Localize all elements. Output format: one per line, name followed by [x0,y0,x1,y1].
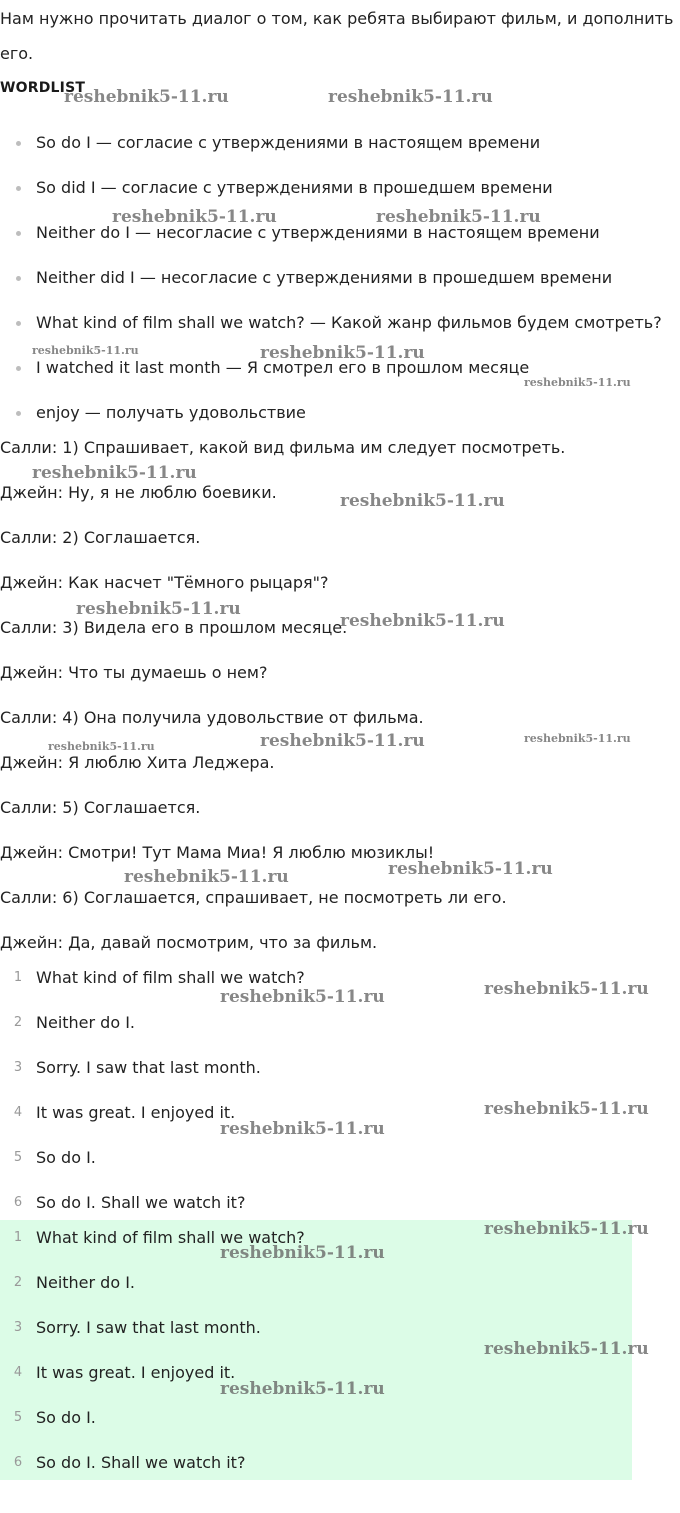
dialogue-line: Джейн: Смотри! Тут Мама Миа! Я люблю мюзиклы! [0,843,435,862]
watermark: reshebnik5-11.ru [124,867,289,887]
answer-number: 1 [13,970,23,985]
intro-line-2: его. [0,44,34,63]
dialogue-line: Салли: 4) Она получила удовольствие от фильма. [0,708,424,727]
watermark: reshebnik5-11.ru [524,376,631,389]
answer-text: So do I. [36,1148,96,1167]
dialogue-line: Салли: 5) Соглашается. [0,798,201,817]
answer-number: 5 [13,1150,23,1165]
watermark: reshebnik5-11.ru [64,87,229,107]
dialogue-line: Джейн: Как насчет "Тёмного рыцаря"? [0,573,329,592]
watermark: reshebnik5-11.ru [484,1099,649,1119]
answer-number: 6 [13,1455,23,1470]
answer-number: 5 [13,1410,23,1425]
bullet-icon [16,276,21,281]
answer-text: So do I. Shall we watch it? [36,1193,246,1212]
list-item-text: Neither did I — несогласие с утверждениями в прошедшем времени [36,268,613,287]
watermark: reshebnik5-11.ru [112,207,277,227]
bullet-icon [16,186,21,191]
answer-number: 2 [13,1015,23,1030]
answer-number: 1 [13,1230,23,1245]
watermark: reshebnik5-11.ru [484,1219,649,1239]
answer-number: 2 [13,1275,23,1290]
answer-text: It was great. I enjoyed it. [36,1363,236,1382]
answer-number: 4 [13,1365,23,1380]
dialogue-line: Джейн: Ну, я не люблю боевики. [0,483,277,502]
dialogue-line: Салли: 6) Соглашается, спрашивает, не посмотреть ли его. [0,888,507,907]
answer-text: It was great. I enjoyed it. [36,1103,236,1122]
watermark: reshebnik5-11.ru [76,599,241,619]
dialogue-line: Салли: 1) Спрашивает, какой вид фильма им следует посмотреть. [0,438,566,457]
watermark: reshebnik5-11.ru [220,1119,385,1139]
watermark: reshebnik5-11.ru [524,732,631,745]
answer-number: 4 [13,1105,23,1120]
list-item-text: enjoy — получать удовольствие [36,403,306,422]
answer-text: So do I. [36,1408,96,1427]
bullet-icon [16,411,21,416]
dialogue-line: Салли: 3) Видела его в прошлом месяце. [0,618,348,637]
watermark: reshebnik5-11.ru [220,1379,385,1399]
list-item-text: So do I — согласие с утверждениями в настоящем времени [36,133,541,152]
answer-number: 3 [13,1320,23,1335]
answer-text: So do I. Shall we watch it? [36,1453,246,1472]
watermark: reshebnik5-11.ru [388,859,553,879]
answer-number: 6 [13,1195,23,1210]
watermark: reshebnik5-11.ru [328,87,493,107]
watermark: reshebnik5-11.ru [48,740,155,753]
answer-text: Neither do I. [36,1273,136,1292]
list-item-text: Neither do I — несогласие с утверждениями в настоящем времени [36,223,600,242]
bullet-icon [16,231,21,236]
answer-number: 3 [13,1060,23,1075]
wordlist-heading: WORDLIST [0,80,86,96]
watermark: reshebnik5-11.ru [484,979,649,999]
dialogue-line: Джейн: Я люблю Хита Леджера. [0,753,275,772]
watermark: reshebnik5-11.ru [220,1243,385,1263]
answer-text: Sorry. I saw that last month. [36,1058,261,1077]
watermark: reshebnik5-11.ru [32,463,197,483]
watermark: reshebnik5-11.ru [340,611,505,631]
watermark: reshebnik5-11.ru [376,207,541,227]
dialogue-line: Джейн: Что ты думаешь о нем? [0,663,268,682]
list-item-text: So did I — согласие с утверждениями в прошедшем времени [36,178,553,197]
bullet-icon [16,141,21,146]
bullet-icon [16,321,21,326]
dialogue-line: Салли: 2) Соглашается. [0,528,201,547]
watermark: reshebnik5-11.ru [340,491,505,511]
answer-text: Sorry. I saw that last month. [36,1318,261,1337]
bullet-icon [16,366,21,371]
answer-text: Neither do I. [36,1013,136,1032]
answer-text: What kind of film shall we watch? [36,968,305,987]
list-item-text: What kind of film shall we watch? — Какой жанр фильмов будем смотреть? [36,313,662,332]
watermark: reshebnik5-11.ru [484,1339,649,1359]
answer-text: What kind of film shall we watch? [36,1228,305,1247]
list-item-text: I watched it last month — Я смотрел его в прошлом месяце [36,358,530,377]
watermark: reshebnik5-11.ru [260,731,425,751]
watermark: reshebnik5-11.ru [220,987,385,1007]
watermark: reshebnik5-11.ru [32,344,139,357]
watermark: reshebnik5-11.ru [260,343,425,363]
intro-line-1: Нам нужно прочитать диалог о том, как ребята выбирают фильм, и дополнить [0,9,674,28]
dialogue-line: Джейн: Да, давай посмотрим, что за фильм. [0,933,378,952]
